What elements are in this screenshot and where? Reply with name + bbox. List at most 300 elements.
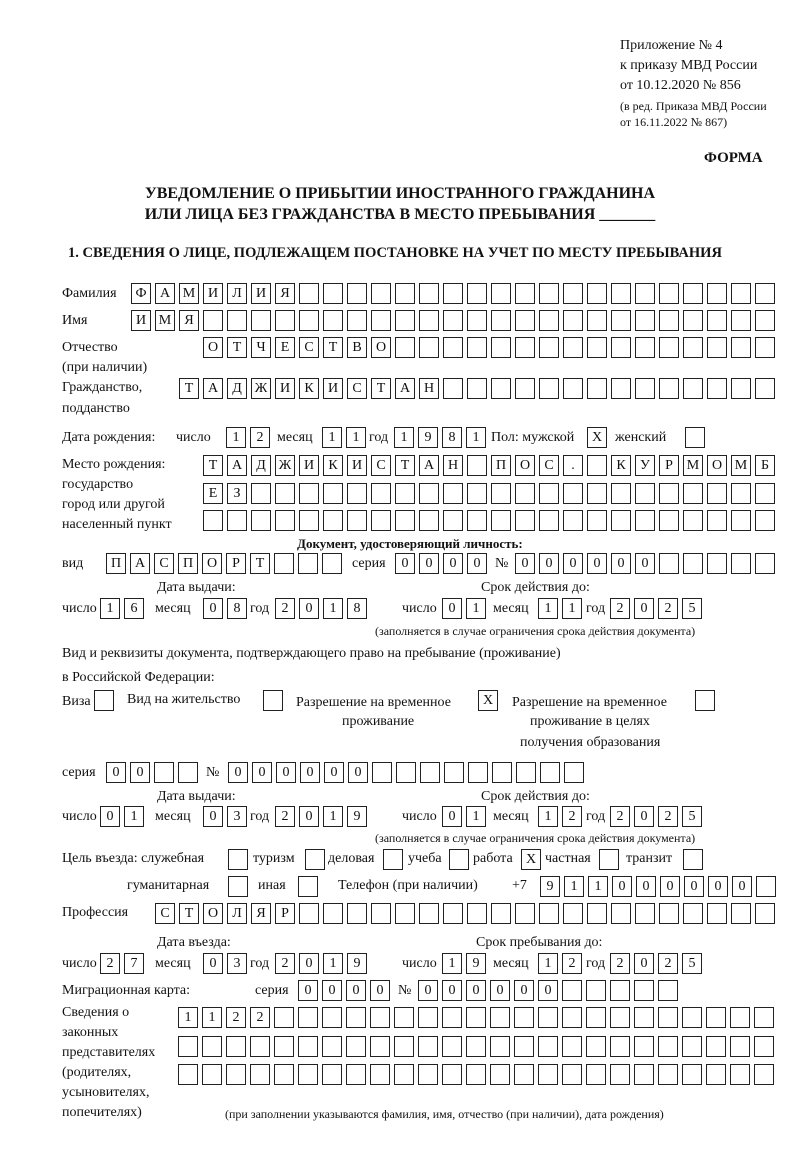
profession-cell[interactable] bbox=[395, 903, 415, 924]
reps1-cell[interactable] bbox=[394, 1007, 414, 1028]
reps3-cell[interactable] bbox=[226, 1064, 246, 1085]
phone-cell[interactable] bbox=[756, 876, 776, 897]
rd-issue-year-cell[interactable]: 1 bbox=[323, 806, 343, 827]
patronymic-cell[interactable]: В bbox=[347, 337, 367, 358]
rd-number-cell[interactable] bbox=[564, 762, 584, 783]
id-number-cell[interactable] bbox=[707, 553, 727, 574]
id-number-cell[interactable] bbox=[755, 553, 775, 574]
birth-place1-cell[interactable]: И bbox=[347, 455, 367, 476]
profession-cell[interactable] bbox=[443, 903, 463, 924]
surname-cell[interactable] bbox=[467, 283, 487, 304]
surname-cell[interactable]: Ф bbox=[131, 283, 151, 304]
reps2-cell[interactable] bbox=[586, 1036, 606, 1057]
id-number-cell[interactable] bbox=[683, 553, 703, 574]
patronymic-cell[interactable]: Ч bbox=[251, 337, 271, 358]
reps1-cell[interactable] bbox=[562, 1007, 582, 1028]
birth-place1-cell[interactable]: М bbox=[683, 455, 703, 476]
birth-place1-cell[interactable]: Б bbox=[755, 455, 775, 476]
patronymic-cell[interactable] bbox=[515, 337, 535, 358]
id-issue-month-cell[interactable]: 8 bbox=[227, 598, 247, 619]
birth-place3-cell[interactable] bbox=[275, 510, 295, 531]
reps3-cell[interactable] bbox=[418, 1064, 438, 1085]
surname-cell[interactable] bbox=[539, 283, 559, 304]
reps2-cell[interactable] bbox=[394, 1036, 414, 1057]
p-tourism-checkbox[interactable] bbox=[305, 849, 325, 870]
birth-place1-cell[interactable]: А bbox=[227, 455, 247, 476]
p-study-checkbox[interactable] bbox=[449, 849, 469, 870]
surname-cell[interactable] bbox=[371, 283, 391, 304]
surname-cell[interactable] bbox=[299, 283, 319, 304]
entry-year-cell[interactable]: 1 bbox=[323, 953, 343, 974]
reps2-cell[interactable] bbox=[202, 1036, 222, 1057]
id-series-cell[interactable]: 0 bbox=[467, 553, 487, 574]
birth-place3-cell[interactable] bbox=[515, 510, 535, 531]
profession-cell[interactable] bbox=[563, 903, 583, 924]
id-valid-day-cell[interactable]: 0 bbox=[442, 598, 462, 619]
id-kind-cell[interactable]: Р bbox=[226, 553, 246, 574]
name-cell[interactable] bbox=[635, 310, 655, 331]
patronymic-cell[interactable] bbox=[587, 337, 607, 358]
profession-cell[interactable]: Т bbox=[179, 903, 199, 924]
reps2-cell[interactable] bbox=[466, 1036, 486, 1057]
citizenship-cell[interactable]: Т bbox=[371, 378, 391, 399]
rd-number-cell[interactable] bbox=[372, 762, 392, 783]
id-kind-cell[interactable] bbox=[322, 553, 342, 574]
mc-series-cell[interactable]: 0 bbox=[322, 980, 342, 1001]
birth-place3-cell[interactable] bbox=[491, 510, 511, 531]
rd-number-cell[interactable] bbox=[516, 762, 536, 783]
birth-place1-cell[interactable]: И bbox=[299, 455, 319, 476]
mc-number-cell[interactable]: 0 bbox=[418, 980, 438, 1001]
birth-place3-cell[interactable] bbox=[587, 510, 607, 531]
name-cell[interactable] bbox=[491, 310, 511, 331]
reps1-cell[interactable] bbox=[466, 1007, 486, 1028]
rd-issue-day-cell[interactable]: 1 bbox=[124, 806, 144, 827]
reps1-cell[interactable] bbox=[754, 1007, 774, 1028]
profession-cell[interactable]: Л bbox=[227, 903, 247, 924]
p-work-checkbox[interactable]: X bbox=[521, 849, 541, 870]
citizenship-cell[interactable] bbox=[659, 378, 679, 399]
name-cell[interactable] bbox=[395, 310, 415, 331]
id-kind-cell[interactable] bbox=[274, 553, 294, 574]
reps2-cell[interactable] bbox=[298, 1036, 318, 1057]
name-cell[interactable] bbox=[707, 310, 727, 331]
stay-year-cell[interactable]: 5 bbox=[682, 953, 702, 974]
citizenship-cell[interactable] bbox=[563, 378, 583, 399]
entry-day-cell[interactable]: 2 bbox=[100, 953, 120, 974]
birth-place3-cell[interactable] bbox=[731, 510, 751, 531]
reps2-cell[interactable] bbox=[730, 1036, 750, 1057]
birth-place1-cell[interactable]: К bbox=[323, 455, 343, 476]
birth-place3-cell[interactable] bbox=[203, 510, 223, 531]
id-number-cell[interactable]: 0 bbox=[611, 553, 631, 574]
patronymic-cell[interactable] bbox=[419, 337, 439, 358]
rd-issue-year-cell[interactable]: 9 bbox=[347, 806, 367, 827]
surname-cell[interactable] bbox=[443, 283, 463, 304]
id-kind-cell[interactable]: Т bbox=[250, 553, 270, 574]
surname-cell[interactable] bbox=[755, 283, 775, 304]
id-valid-year-cell[interactable]: 2 bbox=[658, 598, 678, 619]
reps2-cell[interactable] bbox=[706, 1036, 726, 1057]
birth-place2-cell[interactable] bbox=[323, 483, 343, 504]
birth-place1-cell[interactable]: К bbox=[611, 455, 631, 476]
reps3-cell[interactable] bbox=[490, 1064, 510, 1085]
birth-year-cell[interactable]: 8 bbox=[442, 427, 462, 448]
birth-place3-cell[interactable] bbox=[659, 510, 679, 531]
mc-number-cell[interactable] bbox=[634, 980, 654, 1001]
profession-cell[interactable] bbox=[299, 903, 319, 924]
citizenship-cell[interactable] bbox=[515, 378, 535, 399]
sex-female-checkbox[interactable] bbox=[685, 427, 705, 448]
name-cell[interactable] bbox=[299, 310, 319, 331]
id-kind-cell[interactable] bbox=[298, 553, 318, 574]
id-kind-cell[interactable]: П bbox=[178, 553, 198, 574]
rd-valid-year-cell[interactable]: 2 bbox=[658, 806, 678, 827]
patronymic-cell[interactable] bbox=[611, 337, 631, 358]
reps1-cell[interactable] bbox=[274, 1007, 294, 1028]
name-cell[interactable] bbox=[683, 310, 703, 331]
birth-place3-cell[interactable] bbox=[251, 510, 271, 531]
reps1-cell[interactable] bbox=[418, 1007, 438, 1028]
reps2-cell[interactable] bbox=[610, 1036, 630, 1057]
rd-number-cell[interactable]: 0 bbox=[228, 762, 248, 783]
birth-place2-cell[interactable] bbox=[755, 483, 775, 504]
patronymic-cell[interactable]: О bbox=[203, 337, 223, 358]
birth-place2-cell[interactable] bbox=[515, 483, 535, 504]
surname-cell[interactable] bbox=[347, 283, 367, 304]
reps1-cell[interactable] bbox=[682, 1007, 702, 1028]
id-kind-cell[interactable]: С bbox=[154, 553, 174, 574]
stay-day-cell[interactable]: 9 bbox=[466, 953, 486, 974]
stay-year-cell[interactable]: 0 bbox=[634, 953, 654, 974]
profession-cell[interactable] bbox=[755, 903, 775, 924]
citizenship-cell[interactable]: И bbox=[275, 378, 295, 399]
reps2-cell[interactable] bbox=[442, 1036, 462, 1057]
surname-cell[interactable] bbox=[587, 283, 607, 304]
rd-valid-year-cell[interactable]: 5 bbox=[682, 806, 702, 827]
patronymic-cell[interactable]: С bbox=[299, 337, 319, 358]
patronymic-cell[interactable]: Т bbox=[323, 337, 343, 358]
surname-cell[interactable] bbox=[395, 283, 415, 304]
reps1-cell[interactable] bbox=[610, 1007, 630, 1028]
birth-month-cell[interactable]: 1 bbox=[346, 427, 366, 448]
phone-cell[interactable]: 0 bbox=[612, 876, 632, 897]
profession-cell[interactable] bbox=[347, 903, 367, 924]
id-kind-cell[interactable]: А bbox=[130, 553, 150, 574]
birth-place2-cell[interactable]: З bbox=[227, 483, 247, 504]
birth-place2-cell[interactable] bbox=[635, 483, 655, 504]
rd-number-cell[interactable] bbox=[420, 762, 440, 783]
rd-valid-month-cell[interactable]: 2 bbox=[562, 806, 582, 827]
p-transit-checkbox[interactable] bbox=[683, 849, 703, 870]
citizenship-cell[interactable]: Н bbox=[419, 378, 439, 399]
entry-month-cell[interactable]: 3 bbox=[227, 953, 247, 974]
id-issue-year-cell[interactable]: 8 bbox=[347, 598, 367, 619]
reps3-cell[interactable] bbox=[634, 1064, 654, 1085]
reps2-cell[interactable] bbox=[754, 1036, 774, 1057]
reps3-cell[interactable] bbox=[370, 1064, 390, 1085]
rd-valid-year-cell[interactable]: 2 bbox=[610, 806, 630, 827]
surname-cell[interactable] bbox=[491, 283, 511, 304]
reps3-cell[interactable] bbox=[250, 1064, 270, 1085]
reps3-cell[interactable] bbox=[610, 1064, 630, 1085]
birth-place2-cell[interactable] bbox=[611, 483, 631, 504]
name-cell[interactable]: М bbox=[155, 310, 175, 331]
birth-place1-cell[interactable]: П bbox=[491, 455, 511, 476]
entry-day-cell[interactable]: 7 bbox=[124, 953, 144, 974]
citizenship-cell[interactable] bbox=[467, 378, 487, 399]
id-valid-year-cell[interactable]: 2 bbox=[610, 598, 630, 619]
surname-cell[interactable] bbox=[683, 283, 703, 304]
birth-place1-cell[interactable]: Ж bbox=[275, 455, 295, 476]
phone-cell[interactable]: 0 bbox=[708, 876, 728, 897]
reps1-cell[interactable] bbox=[730, 1007, 750, 1028]
profession-cell[interactable] bbox=[611, 903, 631, 924]
birth-place1-cell[interactable]: О bbox=[707, 455, 727, 476]
reps1-cell[interactable] bbox=[538, 1007, 558, 1028]
reps3-cell[interactable] bbox=[658, 1064, 678, 1085]
profession-cell[interactable] bbox=[707, 903, 727, 924]
rd-number-cell[interactable] bbox=[468, 762, 488, 783]
birth-place2-cell[interactable] bbox=[563, 483, 583, 504]
birth-place2-cell[interactable] bbox=[491, 483, 511, 504]
citizenship-cell[interactable] bbox=[755, 378, 775, 399]
citizenship-cell[interactable]: К bbox=[299, 378, 319, 399]
profession-cell[interactable] bbox=[731, 903, 751, 924]
name-cell[interactable] bbox=[659, 310, 679, 331]
rd-valid-month-cell[interactable]: 1 bbox=[538, 806, 558, 827]
id-valid-day-cell[interactable]: 1 bbox=[466, 598, 486, 619]
birth-place1-cell[interactable]: . bbox=[563, 455, 583, 476]
reps1-cell[interactable] bbox=[586, 1007, 606, 1028]
profession-cell[interactable] bbox=[419, 903, 439, 924]
birth-place1-cell[interactable] bbox=[587, 455, 607, 476]
rd-issue-month-cell[interactable]: 0 bbox=[203, 806, 223, 827]
birth-place1-cell[interactable]: Т bbox=[203, 455, 223, 476]
id-kind-cell[interactable]: О bbox=[202, 553, 222, 574]
name-cell[interactable] bbox=[227, 310, 247, 331]
mc-number-cell[interactable] bbox=[586, 980, 606, 1001]
profession-cell[interactable] bbox=[659, 903, 679, 924]
reps1-cell[interactable] bbox=[346, 1007, 366, 1028]
id-number-cell[interactable]: 0 bbox=[539, 553, 559, 574]
reps2-cell[interactable] bbox=[490, 1036, 510, 1057]
rd-number-cell[interactable]: 0 bbox=[252, 762, 272, 783]
id-series-cell[interactable]: 0 bbox=[395, 553, 415, 574]
reps2-cell[interactable] bbox=[562, 1036, 582, 1057]
profession-cell[interactable]: О bbox=[203, 903, 223, 924]
rd-number-cell[interactable] bbox=[444, 762, 464, 783]
patronymic-cell[interactable] bbox=[395, 337, 415, 358]
surname-cell[interactable]: И bbox=[251, 283, 271, 304]
reps1-cell[interactable]: 1 bbox=[178, 1007, 198, 1028]
id-number-cell[interactable] bbox=[731, 553, 751, 574]
birth-place3-cell[interactable] bbox=[419, 510, 439, 531]
p-service-checkbox[interactable] bbox=[228, 849, 248, 870]
reps2-cell[interactable] bbox=[658, 1036, 678, 1057]
reps1-cell[interactable]: 2 bbox=[226, 1007, 246, 1028]
phone-cell[interactable]: 0 bbox=[684, 876, 704, 897]
birth-place1-cell[interactable]: Т bbox=[395, 455, 415, 476]
surname-cell[interactable] bbox=[611, 283, 631, 304]
birth-place2-cell[interactable] bbox=[371, 483, 391, 504]
reps2-cell[interactable] bbox=[226, 1036, 246, 1057]
citizenship-cell[interactable] bbox=[707, 378, 727, 399]
citizenship-cell[interactable]: А bbox=[203, 378, 223, 399]
profession-cell[interactable] bbox=[539, 903, 559, 924]
reps3-cell[interactable] bbox=[466, 1064, 486, 1085]
entry-year-cell[interactable]: 2 bbox=[275, 953, 295, 974]
id-valid-year-cell[interactable]: 0 bbox=[634, 598, 654, 619]
mc-number-cell[interactable]: 0 bbox=[466, 980, 486, 1001]
birth-place3-cell[interactable] bbox=[299, 510, 319, 531]
name-cell[interactable] bbox=[755, 310, 775, 331]
name-cell[interactable] bbox=[275, 310, 295, 331]
citizenship-cell[interactable] bbox=[611, 378, 631, 399]
surname-cell[interactable] bbox=[515, 283, 535, 304]
id-issue-month-cell[interactable]: 0 bbox=[203, 598, 223, 619]
visa-checkbox[interactable] bbox=[94, 690, 114, 711]
id-valid-month-cell[interactable]: 1 bbox=[562, 598, 582, 619]
reps1-cell[interactable] bbox=[322, 1007, 342, 1028]
reps2-cell[interactable] bbox=[250, 1036, 270, 1057]
citizenship-cell[interactable] bbox=[731, 378, 751, 399]
name-cell[interactable] bbox=[563, 310, 583, 331]
name-cell[interactable] bbox=[443, 310, 463, 331]
rd-valid-day-cell[interactable]: 0 bbox=[442, 806, 462, 827]
birth-place3-cell[interactable] bbox=[443, 510, 463, 531]
name-cell[interactable] bbox=[611, 310, 631, 331]
reps3-cell[interactable] bbox=[442, 1064, 462, 1085]
birth-place1-cell[interactable]: С bbox=[539, 455, 559, 476]
entry-month-cell[interactable]: 0 bbox=[203, 953, 223, 974]
profession-cell[interactable] bbox=[683, 903, 703, 924]
mc-number-cell[interactable]: 0 bbox=[442, 980, 462, 1001]
profession-cell[interactable]: Я bbox=[251, 903, 271, 924]
reps3-cell[interactable] bbox=[274, 1064, 294, 1085]
birth-day-cell[interactable]: 1 bbox=[226, 427, 246, 448]
name-cell[interactable] bbox=[419, 310, 439, 331]
birth-place1-cell[interactable]: А bbox=[419, 455, 439, 476]
birth-place1-cell[interactable]: Д bbox=[251, 455, 271, 476]
mc-series-cell[interactable]: 0 bbox=[346, 980, 366, 1001]
profession-cell[interactable] bbox=[323, 903, 343, 924]
patronymic-cell[interactable] bbox=[467, 337, 487, 358]
name-cell[interactable] bbox=[347, 310, 367, 331]
rd-valid-year-cell[interactable]: 0 bbox=[634, 806, 654, 827]
stay-month-cell[interactable]: 2 bbox=[562, 953, 582, 974]
birth-place1-cell[interactable]: Н bbox=[443, 455, 463, 476]
birth-day-cell[interactable]: 2 bbox=[250, 427, 270, 448]
residence-checkbox[interactable] bbox=[263, 690, 283, 711]
rd-series-cell[interactable] bbox=[178, 762, 198, 783]
id-valid-year-cell[interactable]: 5 bbox=[682, 598, 702, 619]
name-cell[interactable] bbox=[323, 310, 343, 331]
id-number-cell[interactable]: 0 bbox=[635, 553, 655, 574]
temp-permit-checkbox[interactable]: X bbox=[478, 690, 498, 711]
rd-series-cell[interactable]: 0 bbox=[106, 762, 126, 783]
birth-place3-cell[interactable] bbox=[755, 510, 775, 531]
reps2-cell[interactable] bbox=[346, 1036, 366, 1057]
p-private-checkbox[interactable] bbox=[599, 849, 619, 870]
reps1-cell[interactable] bbox=[490, 1007, 510, 1028]
reps3-cell[interactable] bbox=[586, 1064, 606, 1085]
birth-place1-cell[interactable]: Р bbox=[659, 455, 679, 476]
mc-number-cell[interactable] bbox=[562, 980, 582, 1001]
citizenship-cell[interactable] bbox=[491, 378, 511, 399]
birth-place2-cell[interactable] bbox=[707, 483, 727, 504]
citizenship-cell[interactable]: И bbox=[323, 378, 343, 399]
birth-place3-cell[interactable] bbox=[467, 510, 487, 531]
id-issue-year-cell[interactable]: 0 bbox=[299, 598, 319, 619]
birth-place3-cell[interactable] bbox=[635, 510, 655, 531]
patronymic-cell[interactable]: Е bbox=[275, 337, 295, 358]
reps3-cell[interactable] bbox=[754, 1064, 774, 1085]
profession-cell[interactable] bbox=[491, 903, 511, 924]
profession-cell[interactable] bbox=[635, 903, 655, 924]
birth-place2-cell[interactable] bbox=[587, 483, 607, 504]
birth-place3-cell[interactable] bbox=[395, 510, 415, 531]
stay-year-cell[interactable]: 2 bbox=[658, 953, 678, 974]
birth-place2-cell[interactable]: Е bbox=[203, 483, 223, 504]
phone-cell[interactable]: 1 bbox=[588, 876, 608, 897]
birth-place2-cell[interactable] bbox=[251, 483, 271, 504]
birth-place2-cell[interactable] bbox=[347, 483, 367, 504]
birth-place1-cell[interactable] bbox=[467, 455, 487, 476]
name-cell[interactable] bbox=[251, 310, 271, 331]
id-kind-cell[interactable]: П bbox=[106, 553, 126, 574]
birth-place3-cell[interactable] bbox=[611, 510, 631, 531]
name-cell[interactable]: И bbox=[131, 310, 151, 331]
reps3-cell[interactable] bbox=[730, 1064, 750, 1085]
reps2-cell[interactable] bbox=[322, 1036, 342, 1057]
stay-day-cell[interactable]: 1 bbox=[442, 953, 462, 974]
reps3-cell[interactable] bbox=[322, 1064, 342, 1085]
profession-cell[interactable] bbox=[515, 903, 535, 924]
rd-series-cell[interactable] bbox=[154, 762, 174, 783]
reps3-cell[interactable] bbox=[298, 1064, 318, 1085]
id-issue-day-cell[interactable]: 1 bbox=[100, 598, 120, 619]
mc-number-cell[interactable]: 0 bbox=[490, 980, 510, 1001]
citizenship-cell[interactable]: С bbox=[347, 378, 367, 399]
reps3-cell[interactable] bbox=[706, 1064, 726, 1085]
surname-cell[interactable] bbox=[731, 283, 751, 304]
birth-place3-cell[interactable] bbox=[683, 510, 703, 531]
birth-place3-cell[interactable] bbox=[323, 510, 343, 531]
id-valid-month-cell[interactable]: 1 bbox=[538, 598, 558, 619]
surname-cell[interactable] bbox=[563, 283, 583, 304]
birth-place2-cell[interactable] bbox=[443, 483, 463, 504]
birth-place3-cell[interactable] bbox=[371, 510, 391, 531]
rd-number-cell[interactable] bbox=[492, 762, 512, 783]
birth-place3-cell[interactable] bbox=[227, 510, 247, 531]
reps3-cell[interactable] bbox=[514, 1064, 534, 1085]
phone-cell[interactable]: 0 bbox=[732, 876, 752, 897]
name-cell[interactable] bbox=[539, 310, 559, 331]
surname-cell[interactable] bbox=[419, 283, 439, 304]
reps1-cell[interactable] bbox=[514, 1007, 534, 1028]
birth-year-cell[interactable]: 1 bbox=[394, 427, 414, 448]
rd-number-cell[interactable] bbox=[540, 762, 560, 783]
birth-place2-cell[interactable] bbox=[419, 483, 439, 504]
surname-cell[interactable]: Л bbox=[227, 283, 247, 304]
rd-issue-year-cell[interactable]: 0 bbox=[299, 806, 319, 827]
p-humanitarian-checkbox[interactable] bbox=[228, 876, 248, 897]
citizenship-cell[interactable] bbox=[587, 378, 607, 399]
profession-cell[interactable]: С bbox=[155, 903, 175, 924]
edu-permit-checkbox[interactable] bbox=[695, 690, 715, 711]
birth-place1-cell[interactable]: М bbox=[731, 455, 751, 476]
